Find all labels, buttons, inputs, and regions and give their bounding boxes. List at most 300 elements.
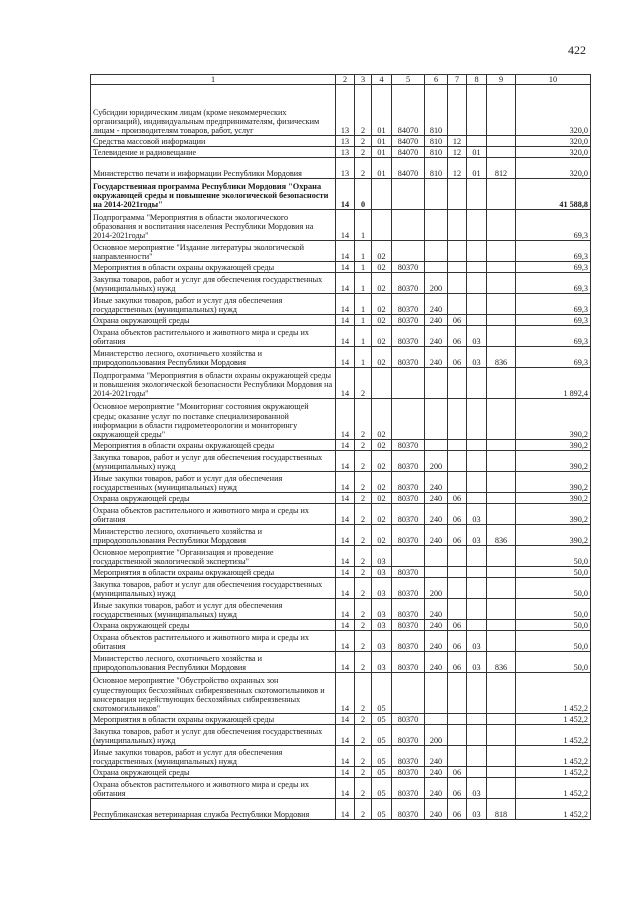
row-name-cell: Охрана объектов растительного и животного мира и среды их обитания	[91, 504, 336, 525]
measure-cell: 03	[372, 631, 392, 652]
ministry-code-cell	[487, 315, 516, 326]
section-cell: 14	[336, 179, 355, 210]
division-cell	[448, 210, 467, 241]
subprogram-cell: 2	[355, 767, 372, 778]
table-row	[91, 578, 591, 599]
expense-type-cell: 240	[425, 347, 448, 368]
section-cell: 13	[336, 147, 355, 158]
subdivision-cell: 01	[467, 158, 487, 179]
table-row	[91, 778, 591, 799]
measure-cell: 01	[372, 136, 392, 147]
section-cell: 13	[336, 136, 355, 147]
subdivision-cell	[467, 546, 487, 567]
subdivision-cell	[467, 273, 487, 294]
ministry-code-cell	[487, 368, 516, 399]
subdivision-cell: 03	[467, 326, 487, 347]
section-cell: 14	[336, 368, 355, 399]
subprogram-cell: 2	[355, 799, 372, 820]
ministry-code-cell	[487, 147, 516, 158]
section-cell: 14	[336, 652, 355, 673]
direction-cell: 84070	[392, 147, 425, 158]
subdivision-cell	[467, 725, 487, 746]
direction-cell: 80370	[392, 714, 425, 725]
direction-cell: 80370	[392, 725, 425, 746]
expense-type-cell: 240	[425, 472, 448, 493]
expense-type-cell: 810	[425, 158, 448, 179]
header-cell: 4	[372, 75, 392, 85]
measure-cell: 05	[372, 799, 392, 820]
row-name-cell: Иные закупки товаров, работ и услуг для обеспечения государственных (муниципальных) нужд	[91, 472, 336, 493]
subdivision-cell	[467, 85, 487, 136]
amount-cell: 50,0	[516, 546, 591, 567]
measure-cell: 02	[372, 525, 392, 546]
row-name-cell: Субсидии юридическим лицам (кроме некоммерческих организаций), индивидуальным предпринимателям, физическим лицам - производителям товаров, работ, услуг	[91, 85, 336, 136]
ministry-code-cell: 836	[487, 347, 516, 368]
expense-type-cell	[425, 179, 448, 210]
amount-cell: 69,3	[516, 347, 591, 368]
division-cell: 06	[448, 504, 467, 525]
table-row	[91, 746, 591, 767]
subprogram-cell: 1	[355, 241, 372, 262]
measure-cell: 02	[372, 347, 392, 368]
ministry-code-cell	[487, 673, 516, 714]
direction-cell: 80370	[392, 578, 425, 599]
expense-type-cell	[425, 368, 448, 399]
expense-type-cell	[425, 241, 448, 262]
subdivision-cell	[467, 567, 487, 578]
row-name-cell: Охрана окружающей среды	[91, 493, 336, 504]
division-cell: 06	[448, 778, 467, 799]
direction-cell: 80370	[392, 567, 425, 578]
amount-cell: 390,2	[516, 472, 591, 493]
table-row	[91, 546, 591, 567]
table-row	[91, 714, 591, 725]
row-name-cell: Министерство печати и информации Республики Мордовия	[91, 158, 336, 179]
direction-cell: 80370	[392, 262, 425, 273]
measure-cell: 05	[372, 746, 392, 767]
row-name-cell: Подпрограмма "Мероприятия в области экологического образования и воспитания населения Республики Мордовия на 2014-2021годы"	[91, 210, 336, 241]
subprogram-cell: 2	[355, 714, 372, 725]
ministry-code-cell	[487, 767, 516, 778]
subprogram-cell: 2	[355, 493, 372, 504]
section-cell: 14	[336, 504, 355, 525]
section-cell: 14	[336, 567, 355, 578]
amount-cell: 390,2	[516, 493, 591, 504]
ministry-code-cell	[487, 210, 516, 241]
expense-type-cell: 810	[425, 136, 448, 147]
row-name-cell: Иные закупки товаров, работ и услуг для обеспечения государственных (муниципальных) нужд	[91, 294, 336, 315]
subdivision-cell	[467, 294, 487, 315]
division-cell: 06	[448, 326, 467, 347]
measure-cell: 05	[372, 767, 392, 778]
subprogram-cell: 2	[355, 631, 372, 652]
table-row	[91, 767, 591, 778]
subprogram-cell: 0	[355, 179, 372, 210]
ministry-code-cell	[487, 326, 516, 347]
section-cell: 14	[336, 241, 355, 262]
direction-cell	[392, 399, 425, 440]
expense-type-cell: 240	[425, 315, 448, 326]
expense-type-cell: 240	[425, 599, 448, 620]
amount-cell: 390,2	[516, 440, 591, 451]
direction-cell	[392, 546, 425, 567]
row-name-cell: Государственная программа Республики Мордовия "Охрана окружающей среды и повышение экологической безопасности на 2014-2021годы"	[91, 179, 336, 210]
amount-cell: 50,0	[516, 631, 591, 652]
subdivision-cell	[467, 746, 487, 767]
subprogram-cell: 2	[355, 399, 372, 440]
direction-cell: 80370	[392, 631, 425, 652]
amount-cell: 1 452,2	[516, 746, 591, 767]
expense-type-cell: 240	[425, 631, 448, 652]
header-cell: 3	[355, 75, 372, 85]
row-name-cell: Закупка товаров, работ и услуг для обеспечения государственных (муниципальных) нужд	[91, 725, 336, 746]
table-row	[91, 599, 591, 620]
direction-cell: 80370	[392, 652, 425, 673]
measure-cell: 05	[372, 725, 392, 746]
measure-cell: 03	[372, 652, 392, 673]
subprogram-cell: 2	[355, 673, 372, 714]
amount-cell: 1 452,2	[516, 673, 591, 714]
row-name-cell: Основное мероприятие "Организация и проведение государственной экологической экспертизы"	[91, 546, 336, 567]
measure-cell: 02	[372, 273, 392, 294]
expense-type-cell	[425, 399, 448, 440]
subprogram-cell: 2	[355, 85, 372, 136]
amount-cell: 50,0	[516, 567, 591, 578]
table-row	[91, 158, 591, 179]
measure-cell: 02	[372, 326, 392, 347]
ministry-code-cell	[487, 472, 516, 493]
expense-type-cell: 240	[425, 778, 448, 799]
amount-cell: 69,3	[516, 262, 591, 273]
amount-cell: 41 588,8	[516, 179, 591, 210]
expense-type-cell	[425, 567, 448, 578]
subdivision-cell	[467, 599, 487, 620]
subdivision-cell	[467, 399, 487, 440]
ministry-code-cell	[487, 294, 516, 315]
measure-cell: 02	[372, 241, 392, 262]
amount-cell: 1 452,2	[516, 767, 591, 778]
amount-cell: 320,0	[516, 136, 591, 147]
measure-cell	[372, 179, 392, 210]
division-cell: 12	[448, 147, 467, 158]
expense-type-cell: 240	[425, 652, 448, 673]
ministry-code-cell	[487, 578, 516, 599]
subdivision-cell: 03	[467, 631, 487, 652]
subdivision-cell	[467, 179, 487, 210]
section-cell: 14	[336, 578, 355, 599]
division-cell: 06	[448, 799, 467, 820]
header-cell: 2	[336, 75, 355, 85]
subprogram-cell: 2	[355, 472, 372, 493]
subprogram-cell: 2	[355, 368, 372, 399]
subprogram-cell: 1	[355, 210, 372, 241]
amount-cell: 390,2	[516, 451, 591, 472]
measure-cell: 02	[372, 504, 392, 525]
section-cell: 14	[336, 315, 355, 326]
subprogram-cell: 1	[355, 315, 372, 326]
measure-cell	[372, 210, 392, 241]
section-cell: 14	[336, 294, 355, 315]
ministry-code-cell	[487, 493, 516, 504]
expense-type-cell: 200	[425, 725, 448, 746]
direction-cell: 80370	[392, 315, 425, 326]
section-cell: 14	[336, 746, 355, 767]
expense-type-cell: 240	[425, 525, 448, 546]
division-cell	[448, 451, 467, 472]
direction-cell: 80370	[392, 799, 425, 820]
table-row	[91, 241, 591, 262]
direction-cell	[392, 673, 425, 714]
section-cell: 14	[336, 399, 355, 440]
division-cell	[448, 673, 467, 714]
direction-cell: 80370	[392, 599, 425, 620]
expense-type-cell	[425, 714, 448, 725]
subprogram-cell: 2	[355, 147, 372, 158]
ministry-code-cell	[487, 714, 516, 725]
amount-cell: 69,3	[516, 241, 591, 262]
table-row	[91, 179, 591, 210]
ministry-code-cell	[487, 440, 516, 451]
subprogram-cell: 2	[355, 652, 372, 673]
measure-cell: 03	[372, 620, 392, 631]
ministry-code-cell	[487, 504, 516, 525]
division-cell	[448, 567, 467, 578]
subdivision-cell	[467, 620, 487, 631]
amount-cell: 50,0	[516, 652, 591, 673]
table-row	[91, 493, 591, 504]
measure-cell: 05	[372, 778, 392, 799]
ministry-code-cell: 836	[487, 652, 516, 673]
section-cell: 14	[336, 326, 355, 347]
subprogram-cell: 2	[355, 451, 372, 472]
subprogram-cell: 1	[355, 347, 372, 368]
subprogram-cell: 2	[355, 546, 372, 567]
subprogram-cell: 2	[355, 725, 372, 746]
expense-type-cell: 240	[425, 504, 448, 525]
division-cell: 06	[448, 631, 467, 652]
division-cell	[448, 546, 467, 567]
section-cell: 14	[336, 620, 355, 631]
subdivision-cell	[467, 241, 487, 262]
amount-cell: 320,0	[516, 147, 591, 158]
division-cell	[448, 578, 467, 599]
row-name-cell: Министерство лесного, охотничьего хозяйства и природопользования Республики Мордовия	[91, 652, 336, 673]
subprogram-cell: 2	[355, 525, 372, 546]
amount-cell: 50,0	[516, 620, 591, 631]
section-cell: 14	[336, 725, 355, 746]
subprogram-cell: 2	[355, 599, 372, 620]
measure-cell: 01	[372, 85, 392, 136]
amount-cell: 1 452,2	[516, 799, 591, 820]
expense-type-cell: 810	[425, 85, 448, 136]
subprogram-cell: 2	[355, 504, 372, 525]
row-name-cell: Основное мероприятие "Мониторинг состояния окружающей среды; оказание услуг по поставке специализированной информации в области гидрометеорологии и мониторингу окружающей среды"	[91, 399, 336, 440]
division-cell: 06	[448, 767, 467, 778]
division-cell	[448, 440, 467, 451]
header-cell: 5	[392, 75, 425, 85]
table-row	[91, 451, 591, 472]
section-cell: 14	[336, 799, 355, 820]
table-row	[91, 631, 591, 652]
section-cell: 13	[336, 85, 355, 136]
subdivision-cell	[467, 315, 487, 326]
expense-type-cell	[425, 262, 448, 273]
expense-type-cell: 200	[425, 578, 448, 599]
measure-cell: 05	[372, 673, 392, 714]
table-row	[91, 525, 591, 546]
row-name-cell: Республиканская ветеринарная служба Республики Мордовия	[91, 799, 336, 820]
table-row	[91, 567, 591, 578]
direction-cell: 80370	[392, 451, 425, 472]
amount-cell: 69,3	[516, 294, 591, 315]
measure-cell: 01	[372, 147, 392, 158]
measure-cell	[372, 368, 392, 399]
direction-cell: 84070	[392, 158, 425, 179]
ministry-code-cell: 818	[487, 799, 516, 820]
header-cell: 6	[425, 75, 448, 85]
header-cell: 1	[91, 75, 336, 85]
division-cell	[448, 273, 467, 294]
row-name-cell: Охрана объектов растительного и животного мира и среды их обитания	[91, 326, 336, 347]
subdivision-cell: 03	[467, 525, 487, 546]
amount-cell: 390,2	[516, 525, 591, 546]
measure-cell: 02	[372, 294, 392, 315]
division-cell	[448, 85, 467, 136]
row-name-cell: Мероприятия в области охраны окружающей среды	[91, 440, 336, 451]
section-cell: 14	[336, 599, 355, 620]
subprogram-cell: 1	[355, 326, 372, 347]
subdivision-cell	[467, 262, 487, 273]
expense-type-cell: 240	[425, 799, 448, 820]
ministry-code-cell	[487, 179, 516, 210]
table-row	[91, 147, 591, 158]
subprogram-cell: 2	[355, 746, 372, 767]
subdivision-cell	[467, 767, 487, 778]
measure-cell: 02	[372, 262, 392, 273]
expense-type-cell: 200	[425, 273, 448, 294]
direction-cell	[392, 368, 425, 399]
table-row	[91, 136, 591, 147]
ministry-code-cell	[487, 567, 516, 578]
measure-cell: 02	[372, 399, 392, 440]
ministry-code-cell	[487, 546, 516, 567]
measure-cell: 02	[372, 493, 392, 504]
direction-cell: 80370	[392, 746, 425, 767]
table-row	[91, 652, 591, 673]
measure-cell: 02	[372, 315, 392, 326]
ministry-code-cell	[487, 725, 516, 746]
direction-cell: 80370	[392, 294, 425, 315]
section-cell: 14	[336, 262, 355, 273]
measure-cell: 02	[372, 451, 392, 472]
ministry-code-cell	[487, 241, 516, 262]
subdivision-cell: 03	[467, 347, 487, 368]
ministry-code-cell	[487, 746, 516, 767]
amount-cell: 320,0	[516, 85, 591, 136]
subdivision-cell	[467, 578, 487, 599]
amount-cell: 69,3	[516, 326, 591, 347]
table-header-row	[91, 75, 591, 85]
section-cell: 14	[336, 210, 355, 241]
direction-cell: 80370	[392, 493, 425, 504]
division-cell: 06	[448, 315, 467, 326]
subdivision-cell	[467, 368, 487, 399]
direction-cell: 84070	[392, 136, 425, 147]
table-body	[91, 85, 591, 820]
header-cell: 10	[516, 75, 591, 85]
subprogram-cell: 1	[355, 262, 372, 273]
subdivision-cell: 03	[467, 799, 487, 820]
page-number: 422	[568, 43, 586, 57]
division-cell	[448, 368, 467, 399]
ministry-code-cell	[487, 85, 516, 136]
amount-cell: 320,0	[516, 158, 591, 179]
header-cell: 7	[448, 75, 467, 85]
subprogram-cell: 2	[355, 778, 372, 799]
expense-type-cell: 240	[425, 767, 448, 778]
ministry-code-cell	[487, 631, 516, 652]
division-cell	[448, 294, 467, 315]
table-row	[91, 347, 591, 368]
subdivision-cell: 03	[467, 778, 487, 799]
row-name-cell: Закупка товаров, работ и услуг для обеспечения государственных (муниципальных) нужд	[91, 273, 336, 294]
subprogram-cell: 1	[355, 294, 372, 315]
row-name-cell: Охрана объектов растительного и животного мира и среды их обитания	[91, 778, 336, 799]
table-row	[91, 440, 591, 451]
subdivision-cell: 03	[467, 652, 487, 673]
row-name-cell: Мероприятия в области охраны окружающей среды	[91, 262, 336, 273]
ministry-code-cell	[487, 262, 516, 273]
division-cell	[448, 599, 467, 620]
table-row	[91, 799, 591, 820]
direction-cell: 80370	[392, 778, 425, 799]
row-name-cell: Средства массовой информации	[91, 136, 336, 147]
row-name-cell: Основное мероприятие "Издание литературы экологической направленности"	[91, 241, 336, 262]
direction-cell: 80370	[392, 620, 425, 631]
section-cell: 14	[336, 673, 355, 714]
measure-cell: 01	[372, 158, 392, 179]
section-cell: 14	[336, 714, 355, 725]
division-cell: 12	[448, 158, 467, 179]
division-cell: 06	[448, 525, 467, 546]
row-name-cell: Министерство лесного, охотничьего хозяйства и природопользования Республики Мордовия	[91, 347, 336, 368]
expense-type-cell	[425, 546, 448, 567]
expense-type-cell: 810	[425, 147, 448, 158]
expense-type-cell: 240	[425, 326, 448, 347]
header-cell: 8	[467, 75, 487, 85]
expense-type-cell	[425, 440, 448, 451]
expense-type-cell	[425, 673, 448, 714]
row-name-cell: Иные закупки товаров, работ и услуг для обеспечения государственных (муниципальных) нужд	[91, 746, 336, 767]
amount-cell: 1 452,2	[516, 778, 591, 799]
table-row	[91, 315, 591, 326]
subdivision-cell	[467, 493, 487, 504]
measure-cell: 03	[372, 567, 392, 578]
section-cell: 14	[336, 546, 355, 567]
subdivision-cell	[467, 210, 487, 241]
division-cell	[448, 714, 467, 725]
row-name-cell: Охрана объектов растительного и животного мира и среды их обитания	[91, 631, 336, 652]
row-name-cell: Телевидение и радиовещание	[91, 147, 336, 158]
row-name-cell: Охрана окружающей среды	[91, 315, 336, 326]
amount-cell: 1 452,2	[516, 714, 591, 725]
table-row	[91, 294, 591, 315]
ministry-code-cell	[487, 399, 516, 440]
subprogram-cell: 2	[355, 620, 372, 631]
amount-cell: 1 892,4	[516, 368, 591, 399]
expense-type-cell: 240	[425, 294, 448, 315]
measure-cell: 02	[372, 440, 392, 451]
